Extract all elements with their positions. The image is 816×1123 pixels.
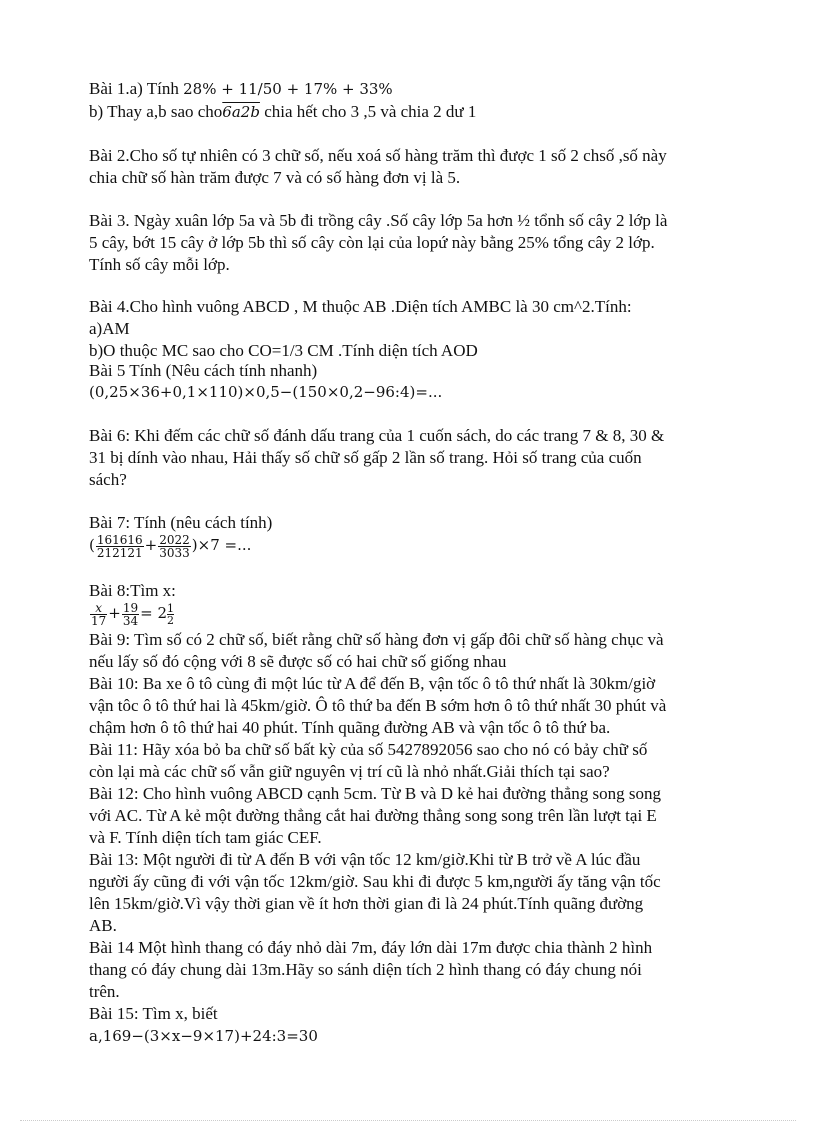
problem-3-line-2: 5 cây, bớt 15 cây ở lớp 5b thì số cây còn lại của lopứ này bằng 25% tổng cây 2 lớp.: [89, 233, 655, 252]
problem-5-title: Bài 5 Tính (Nêu cách tính nhanh): [89, 361, 318, 380]
problem-13-line-4: AB.: [89, 916, 117, 935]
problem-10-line-2: vận tôc ô tô thứ hai là 45km/giờ. Ô tô thứ ba đến B sớm hơn ô tô thứ nhất 30 phút và: [89, 696, 667, 715]
problem-14-line-3: trên.: [89, 982, 120, 1001]
problem-8-mixed-fraction: [167, 603, 174, 626]
problem-12-line-2: với AC. Từ A kẻ một đường thẳng cắt hai đường thẳng song song trên lần lượt tại E: [89, 806, 657, 825]
problem-9-line-2: nếu lấy số đó cộng với 8 sẽ được số có hai chữ số giống nhau: [89, 652, 507, 671]
problem-1b: [89, 101, 476, 123]
page-bottom-divider: [20, 1120, 796, 1121]
problem-7-fraction-2: [158, 534, 191, 559]
problem-8-title: Bài 8:Tìm x:: [89, 581, 176, 600]
problem-7-fraction-2-denominator: 3033: [159, 545, 190, 560]
problem-7-expression: [89, 530, 251, 560]
problem-10-line-3: chậm hơn ô tô thứ hai 40 phút. Tính quãng đường AB và vận tốc ô tô thứ ba.: [89, 718, 611, 737]
problem-2-line-1: Bài 2.Cho số tự nhiên có 3 chữ số, nếu xoá số hàng trăm thì được 1 số 2 chsố ,số này: [89, 146, 667, 165]
problem-8-equals: = 2: [140, 604, 168, 622]
problem-8-fraction-1-numerator: x: [90, 602, 107, 615]
problem-3-line-3: Tính số cây mỗi lớp.: [89, 255, 230, 274]
problem-8-fraction-1-denominator: 17: [91, 613, 107, 628]
problem-1b-number: 6a2b: [222, 103, 260, 121]
problem-15-expression: a,169−(3×x−9×17)+24:3=30: [89, 1027, 318, 1045]
problem-13-line-3: lên 15km/giờ.Vì vậy thời gian về ít hơn thời gian đi là 24 phút.Tính quãng đường: [89, 894, 644, 913]
problem-7-fraction-2-numerator: 2022: [159, 532, 190, 547]
problem-1a-label: Bài 1.a) Tính: [89, 79, 184, 98]
problem-14-line-2: thang có đáy chung dài 13m.Hãy so sánh diện tích 2 hình thang có đáy chung nói: [89, 960, 642, 979]
problem-11-line-1: Bài 11: Hãy xóa bỏ ba chữ số bất kỳ của số 5427892056 sao cho nó có bảy chữ số: [89, 740, 648, 759]
problem-2-line-2: chia chữ số hàn trăm được 7 và có số hàng đơn vị là 5.: [89, 168, 461, 187]
problem-12-line-1: Bài 12: Cho hình vuông ABCD cạnh 5cm. Từ B và D kẻ hai đường thẳng song song: [89, 784, 662, 803]
problem-7-fraction-1-numerator: 161616: [96, 532, 143, 547]
problem-12-line-3: và F. Tính diện tích tam giác CEF.: [89, 828, 322, 847]
problem-1b-prefix: b) Thay a,b sao cho: [89, 102, 223, 121]
problem-5-expression: (0,25×36+0,1×110)×0,5−(150×0,2−96:4)=...: [89, 383, 443, 401]
problem-13-line-1: Bài 13: Một người đi từ A đến B với vận tốc 12 km/giờ.Khi từ B trở về A lúc đầu: [89, 850, 641, 869]
problem-8-equation: [89, 598, 174, 628]
problem-1a-expression: 28% + 11/50 + 17% + 33%: [183, 80, 393, 98]
problem-7-title: Bài 7: Tính (nêu cách tính): [89, 513, 273, 532]
problem-8-fraction-1: [90, 602, 107, 627]
problem-4-part-b: b)O thuộc MC sao cho CO=1/3 CM .Tính diện tích AOD: [89, 341, 478, 360]
problem-4-part-a: a)AM: [89, 319, 130, 338]
problem-8-fraction-2: [122, 602, 139, 627]
problem-3-line-1: Bài 3. Ngày xuân lớp 5a và 5b đi trồng cây .Số cây lớp 5a hơn ½ tổnh số cây 2 lớp là: [89, 211, 668, 230]
problem-1a: [89, 78, 393, 100]
problem-7-plus: +: [144, 536, 158, 554]
problem-15-title: Bài 15: Tìm x, biết: [89, 1004, 218, 1023]
problem-11-line-2: còn lại mà các chữ số vẫn giữ nguyên vị trí cũ là nhỏ nhất.Giải thích tại sao?: [89, 762, 610, 781]
problem-7-open-paren: (: [89, 536, 95, 554]
problem-7-fraction-1: [96, 534, 144, 559]
problem-7-fraction-1-denominator: 212121: [96, 545, 143, 560]
problem-8-fraction-2-denominator: 34: [122, 613, 139, 628]
problem-6-line-1: Bài 6: Khi đếm các chữ số đánh dấu trang của 1 cuốn sách, do các trang 7 & 8, 30 &: [89, 426, 665, 445]
problem-8-mixed-numerator: 1: [167, 601, 175, 615]
problem-6-line-3: sách?: [89, 470, 127, 489]
problem-4-line-1: Bài 4.Cho hình vuông ABCD , M thuộc AB .Diện tích AMBC là 30 cm^2.Tính:: [89, 297, 632, 316]
problem-8-plus: +: [108, 604, 121, 622]
problem-10-line-1: Bài 10: Ba xe ô tô cùng đi một lúc từ A để đến B, vận tốc ô tô thứ nhất là 30km/giờ: [89, 674, 656, 693]
problem-14-line-1: Bài 14 Một hình thang có đáy nhỏ dài 7m, đáy lớn dài 17m được chia thành 2 hình: [89, 938, 653, 957]
problem-13-line-2: người ấy cũng đi với vận tốc 12km/giờ. Sau khi đi được 5 km,người ấy tăng vận tốc: [89, 872, 661, 891]
problem-6-line-2: 31 bị dính vào nhau, Hải thấy số chữ số gấp 2 lần số trang. Hỏi số trang của cuốn: [89, 448, 642, 467]
problem-7-tail: )×7 =...: [191, 536, 252, 554]
problem-8-fraction-2-numerator: 19: [122, 600, 139, 615]
problem-1b-suffix: chia hết cho 3 ,5 và chia 2 dư 1: [259, 102, 477, 121]
problem-8-mixed-denominator: 2: [167, 613, 175, 627]
problem-9-line-1: Bài 9: Tìm số có 2 chữ số, biết rằng chữ số hàng đơn vị gấp đôi chữ số hàng chục và: [89, 630, 664, 649]
